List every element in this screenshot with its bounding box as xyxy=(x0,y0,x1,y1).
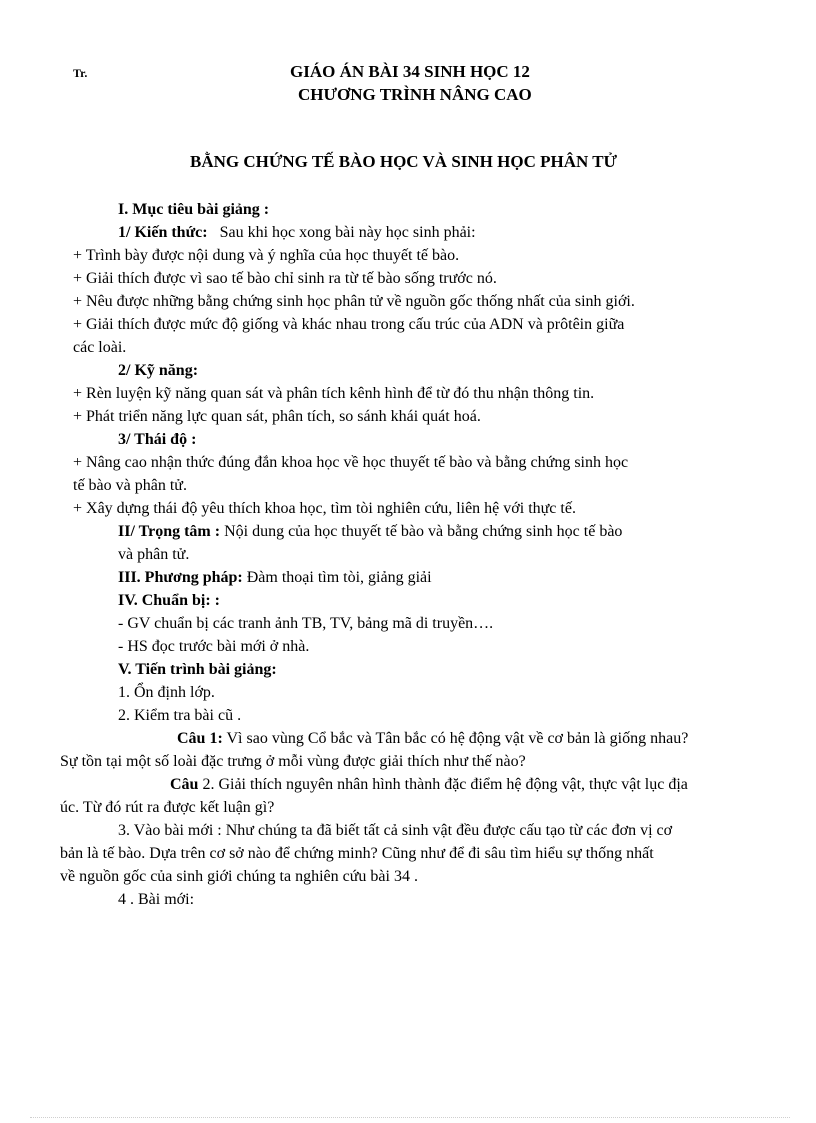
procedure-step-3-cont-2: về nguồn gốc của sinh giới chúng ta nghiên cứu bài 34 . xyxy=(60,868,418,885)
attitude-item-1-cont: tế bào và phân tử. xyxy=(73,477,187,494)
attitude-item-1: + Nâng cao nhận thức đúng đắn khoa học về học thuyết tế bào và bằng chứng sinh học xyxy=(73,454,629,471)
knowledge-item-2: + Giải thích được vì sao tế bào chỉ sinh ra từ tế bào sống trước nó. xyxy=(73,270,497,287)
question-1-label: Câu 1: xyxy=(177,730,223,747)
question-1-cont: Sự tồn tại một số loài đặc trưng ở mỗi vùng được giải thích như thế nào? xyxy=(60,753,526,770)
question-2-text: 2. Giải thích nguyên nhân hình thành đặc điểm hệ động vật, thực vật lục địa xyxy=(198,776,688,793)
method-line xyxy=(118,569,432,587)
focus-line xyxy=(118,523,622,541)
knowledge-item-4-cont: các loài. xyxy=(73,339,127,356)
attitude-item-2: + Xây dựng thái độ yêu thích khoa học, tìm tòi nghiên cứu, liên hệ với thực tế. xyxy=(73,500,576,517)
preparation-teacher: - GV chuẩn bị các tranh ảnh TB, TV, bảng mã di truyền…. xyxy=(118,615,494,632)
skills-label: 2/ Kỹ năng: xyxy=(118,362,199,379)
knowledge-item-1: + Trình bày được nội dung và ý nghĩa của học thuyết tế bào. xyxy=(73,247,460,264)
knowledge-item-4: + Giải thích được mức độ giống và khác nhau trong cấu trúc của ADN và prôtêin giữa xyxy=(73,316,625,333)
skills-item-2: + Phát triển năng lực quan sát, phân tích, so sánh khái quát hoá. xyxy=(73,408,481,425)
page-bottom-divider xyxy=(30,1117,790,1118)
doc-title-2: CHƯƠNG TRÌNH NÂNG CAO xyxy=(298,85,532,104)
attitude-label: 3/ Thái độ : xyxy=(118,431,197,448)
procedure-step-3: 3. Vào bài mới : Như chúng ta đã biết tất cả sinh vật đều được cấu tạo từ các đơn vị cơ xyxy=(118,822,673,839)
question-1-text: Vì sao vùng Cổ bắc và Tân bắc có hệ động vật về cơ bản là giống nhau? xyxy=(222,730,689,747)
question-2 xyxy=(170,776,688,794)
procedure-step-2: 2. Kiểm tra bài cũ . xyxy=(118,707,242,724)
doc-subtitle: BẰNG CHỨNG TẾ BÀO HỌC VÀ SINH HỌC PHÂN TỬ xyxy=(190,152,618,171)
question-2-label: Câu xyxy=(170,776,199,793)
focus-text: Nội dung của học thuyết tế bào và bằng chứng sinh học tế bào xyxy=(220,523,623,540)
knowledge-item-3: + Nêu được những bằng chứng sinh học phân tử về nguồn gốc thống nhất của sinh giới. xyxy=(73,293,635,310)
focus-label: II/ Trọng tâm : xyxy=(118,523,221,540)
question-1 xyxy=(177,730,688,748)
method-label: III. Phương pháp: xyxy=(118,569,243,586)
method-text: Đàm thoại tìm tòi, giảng giải xyxy=(242,569,432,586)
focus-text-cont: và phân tử. xyxy=(118,546,190,563)
question-2-cont: úc. Từ đó rút ra được kết luận gì? xyxy=(60,799,275,816)
preparation-student: - HS đọc trước bài mới ở nhà. xyxy=(118,638,310,655)
section-objectives-heading: I. Mục tiêu bài giảng : xyxy=(118,201,270,218)
skills-item-1: + Rèn luyện kỹ năng quan sát và phân tích kênh hình để từ đó thu nhận thông tin. xyxy=(73,385,595,402)
knowledge-intro: Sau khi học xong bài này học sinh phải: xyxy=(219,224,476,241)
knowledge-line xyxy=(118,224,476,242)
procedure-step-3-cont: bản là tế bào. Dựa trên cơ sở nào để chứng minh? Cũng như để đi sâu tìm hiểu sự thống nhất xyxy=(60,845,654,862)
preparation-label: IV. Chuẩn bị: : xyxy=(118,592,220,609)
procedure-label: V. Tiến trình bài giảng: xyxy=(118,661,277,678)
procedure-step-4: 4 . Bài mới: xyxy=(118,891,195,908)
doc-title: GIÁO ÁN BÀI 34 SINH HỌC 12 xyxy=(290,62,530,81)
page-marker: Tr. xyxy=(73,66,88,80)
procedure-step-1: 1. Ổn định lớp. xyxy=(118,684,215,701)
knowledge-label: 1/ Kiến thức: xyxy=(118,224,208,241)
